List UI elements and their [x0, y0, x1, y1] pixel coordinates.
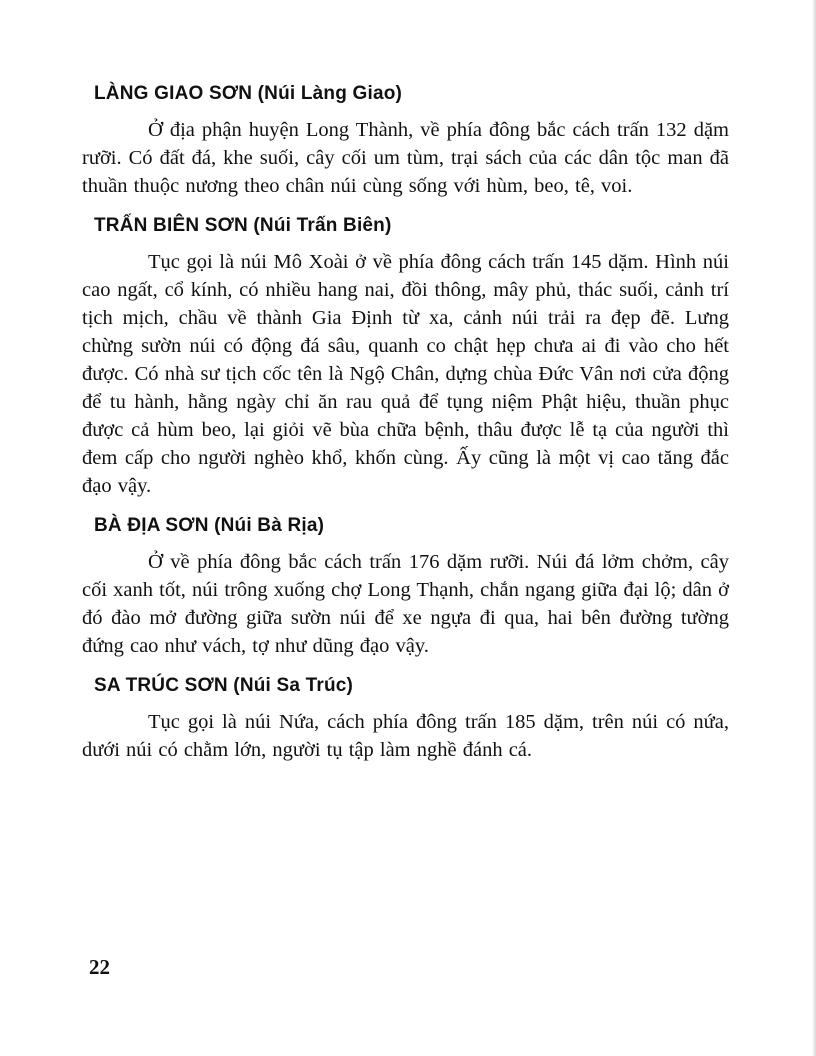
section-body: Tục gọi là núi Nứa, cách phía đông trấn 185 dặm, trên núi có nứa, dưới núi có chằm lớn, người tụ tập làm nghề đánh cá.	[82, 711, 729, 761]
section-body: Ở về phía đông bắc cách trấn 176 dặm rưỡi. Núi đá lởm chởm, cây cối xanh tốt, núi trông xuống chợ Long Thạnh, chắn ngang giữa đại lộ; dân ở đó đào mở đường giữa sườn núi để xe ngựa đi qua, hai bên đường tường đứng cao như vách, tợ như dũng đạo vậy.	[82, 551, 729, 657]
page-number: 22	[89, 955, 110, 979]
page-edge-shadow	[812, 0, 816, 1056]
section-body: Tục gọi là núi Mô Xoài ở về phía đông cách trấn 145 dặm. Hình núi cao ngất, cổ kính, có nhiều hang nai, đồi thông, mây phủ, thác suối, cảnh trí tịch mịch, chầu về thành Gia Định từ xa, cảnh núi trải ra đẹp đẽ. Lưng chừng sườn núi có động đá sâu, quanh co chật hẹp chưa ai đi vào cho hết được. Có nhà sư tịch cốc tên là Ngộ Chân, dựng chùa Đức Vân nơi cửa động để tu hành, hằng ngày chỉ ăn rau quả để tụng niệm Phật hiệu, thuần phục được cả hùm beo, lại giỏi vẽ bùa chữa bệnh, thâu được lễ tạ của người thì đem cấp cho người nghèo khổ, khốn cùng. Ấy cũng là một vị cao tăng đắc đạo vậy.	[82, 251, 729, 497]
section-heading: LÀNG GIAO SƠN (Núi Làng Giao)	[94, 83, 403, 104]
section-heading: BÀ ĐỊA SƠN (Núi Bà Rịa)	[94, 515, 325, 536]
page-content	[82, 82, 729, 778]
section-heading: SA TRÚC SƠN (Núi Sa Trúc)	[94, 675, 354, 696]
section-lang-giao-son	[82, 82, 729, 200]
section-heading: TRẤN BIÊN SƠN (Núi Trấn Biên)	[94, 215, 392, 236]
section-tran-bien-son	[82, 214, 729, 500]
section-ba-dia-son	[82, 514, 729, 660]
section-sa-truc-son	[82, 674, 729, 764]
section-body: Ở địa phận huyện Long Thành, về phía đông bắc cách trấn 132 dặm rưỡi. Có đất đá, khe suối, cây cối um tùm, trại sách của các dân tộc man đã thuần thuộc nương theo chân núi cùng sống với hùm, beo, tê, voi.	[82, 119, 729, 197]
